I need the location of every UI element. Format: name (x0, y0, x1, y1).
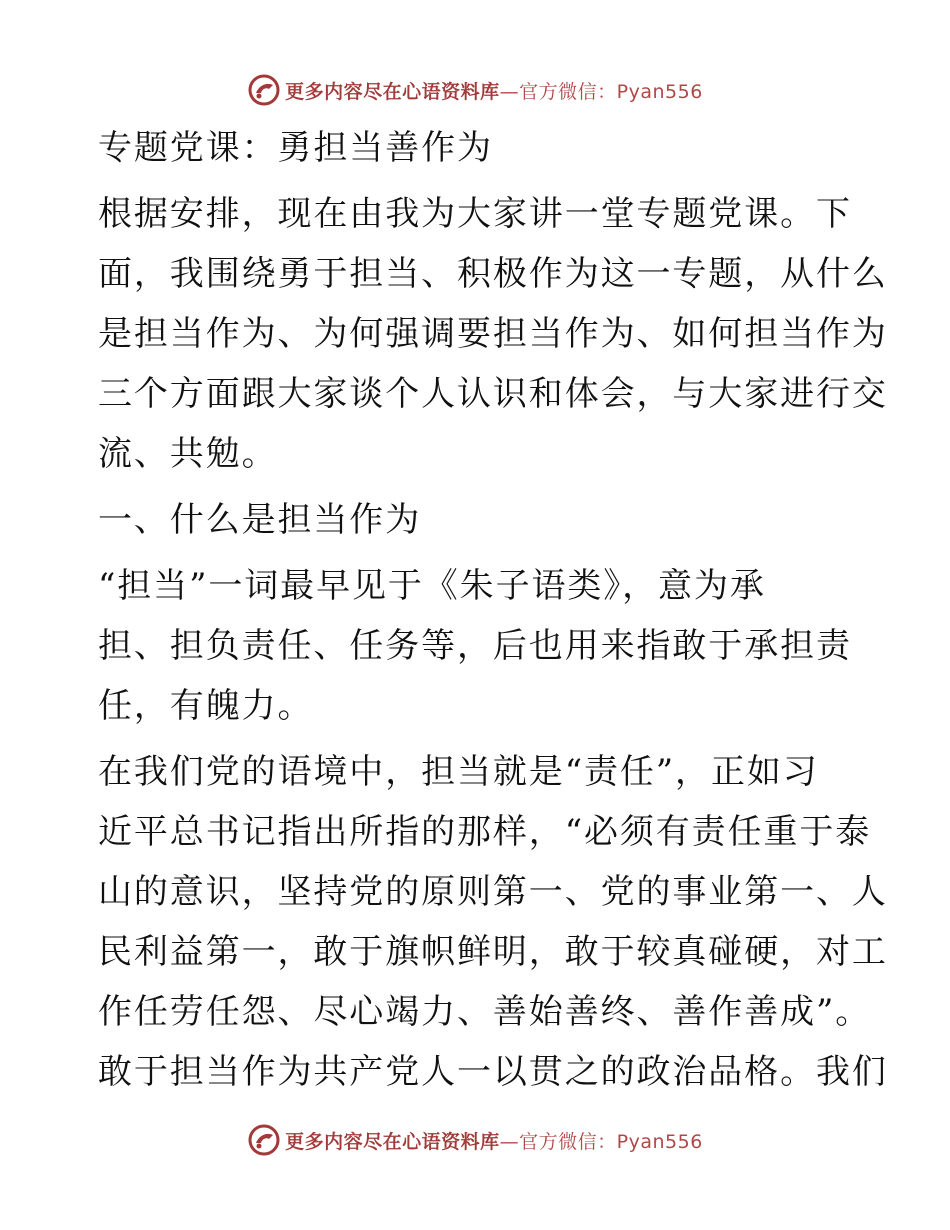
watermark-wechat: —官方微信：Pyan556 (499, 80, 703, 103)
text-line: 山的意识，坚持党的原则第一、党的事业第一、人 (98, 872, 888, 912)
text-line: 一、什么是担当作为 (98, 500, 422, 540)
text-line: 在我们党的语境中，担当就是“责任”，正如习 (98, 752, 819, 792)
paragraph (98, 184, 888, 484)
section-heading (98, 490, 850, 550)
text-line: 流、共勉。 (98, 434, 278, 474)
watermark-main: 更多内容尽在心语资料库 (285, 1130, 500, 1153)
text-line: 根据安排，现在由我为大家讲一堂专题党课。下 (98, 194, 852, 234)
paragraph (98, 556, 850, 736)
text-line: 是担当作为、为何强调要担当作为、如何担当作为 (98, 314, 888, 354)
text-line: “担当”一词最早见于《朱子语类》，意为承 (98, 566, 766, 606)
text-line: 担、担负责任、任务等，后也用来指敢于承担责 (98, 626, 852, 666)
watermark-wechat: —官方微信：Pyan556 (499, 1130, 703, 1153)
text-line: 三个方面跟大家谈个人认识和体会，与大家进行交 (98, 374, 888, 414)
document-body (98, 118, 888, 1102)
text-line: 民利益第一，敢于旗帜鲜明，敢于较真碰硬，对工 (98, 932, 888, 972)
watermark-text (285, 77, 703, 104)
text-line: 面，我围绕勇于担当、积极作为这一专题，从什么 (98, 254, 888, 294)
text-line: 作任劳任怨、尽心竭力、善始善终、善作善成”。 (98, 992, 872, 1032)
watermark-text (285, 1127, 703, 1154)
header-watermark (0, 70, 950, 110)
hand-logo-icon (247, 73, 281, 107)
footer-watermark (0, 1120, 950, 1160)
paragraph (98, 742, 888, 1102)
text-line: 敢于担当作为共产党人一以贯之的政治品格。我们 (98, 1052, 888, 1092)
text-line: 近平总书记指出所指的那样，“必须有责任重于泰 (98, 812, 872, 852)
document-title: 专题党课：勇担当善作为 (98, 128, 493, 168)
watermark-main: 更多内容尽在心语资料库 (285, 80, 500, 103)
text-line: 任，有魄力。 (98, 686, 314, 726)
hand-logo-icon (247, 1123, 281, 1157)
